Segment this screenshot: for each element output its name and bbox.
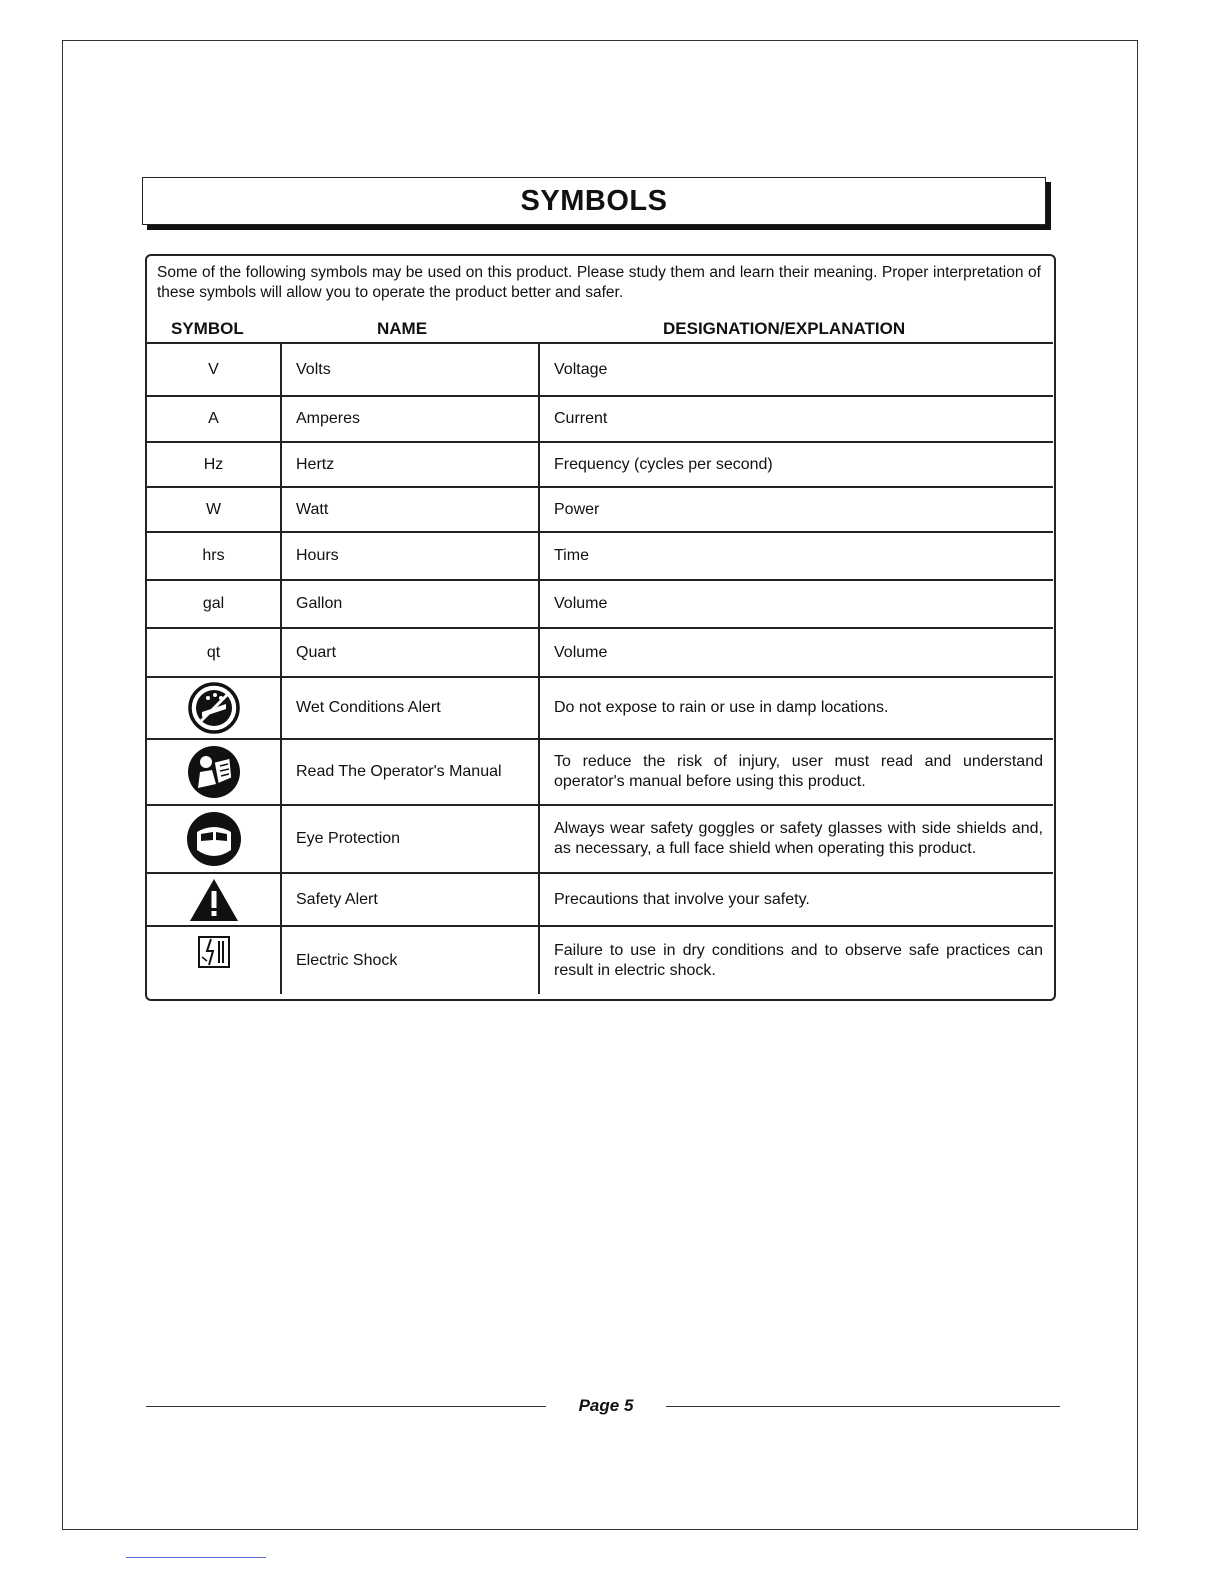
table-row: [147, 395, 1053, 441]
symbol-designation: Volume: [554, 595, 608, 612]
eye-protection-icon: [185, 810, 243, 868]
symbol-name: Hertz: [296, 455, 335, 473]
read-manual-icon: [186, 744, 242, 800]
electric-shock-icon: [197, 935, 231, 969]
bottom-edge-mark: [126, 1557, 266, 1558]
symbol-name: Watt: [296, 500, 329, 518]
symbol-designation: Power: [554, 500, 600, 518]
symbol-name: Hours: [296, 547, 339, 564]
symbol-text: V: [208, 360, 219, 378]
footer-rule-left: [146, 1406, 546, 1407]
symbol-designation: Time: [554, 547, 589, 564]
table-row: [147, 804, 1053, 872]
symbol-text: qt: [206, 643, 221, 661]
table-row: [147, 738, 1053, 804]
symbol-name: Electric Shock: [296, 951, 398, 969]
table-row: [147, 925, 1053, 994]
symbol-designation: Failure to use in dry conditions and to observe safe practices can result in electric shock.: [554, 941, 1043, 979]
symbols-table: [147, 342, 1053, 994]
symbols-panel: [145, 254, 1056, 1001]
symbol-name: Gallon: [296, 595, 343, 612]
title-box: [142, 177, 1046, 225]
symbol-designation: Do not expose to rain or use in damp locations.: [554, 699, 889, 716]
header-name: NAME: [377, 319, 428, 338]
header-symbol: SYMBOL: [171, 319, 244, 338]
symbol-designation: Volume: [554, 643, 608, 661]
symbol-text: Hz: [203, 455, 224, 473]
symbol-designation: Current: [554, 410, 608, 427]
symbol-designation: Frequency (cycles per second): [554, 455, 773, 473]
symbol-designation: Always wear safety goggles or safety glasses with side shields and, as necessary, a full face shield when operating this product.: [554, 820, 1043, 857]
symbol-text: W: [205, 500, 222, 518]
footer-rule-right: [666, 1406, 1060, 1407]
table-row: [147, 627, 1053, 676]
symbol-name: Quart: [296, 643, 337, 661]
table-row: [147, 441, 1053, 486]
header-designation: DESIGNATION/EXPLANATION: [663, 319, 906, 338]
intro-text: Some of the following symbols may be used on this product. Please study them and learn their meaning. Proper interpretation of these symbols will allow you to operate the product better and safer.: [157, 264, 1041, 301]
page-number: Page 5: [578, 1396, 634, 1415]
symbol-name: Safety Alert: [296, 890, 378, 908]
symbol-designation: To reduce the risk of injury, user must read and understand operator's manual before using this product.: [554, 753, 1043, 790]
symbol-text: gal: [202, 595, 225, 612]
symbol-text: hrs: [202, 547, 225, 564]
symbol-name: Read The Operator's Manual: [296, 763, 502, 780]
table-row: [147, 342, 1053, 395]
page-title: SYMBOLS: [520, 184, 668, 217]
symbol-name: Amperes: [296, 410, 361, 427]
symbol-designation: Voltage: [554, 360, 608, 378]
table-row: [147, 872, 1053, 925]
table-row: [147, 486, 1053, 531]
table-row: [147, 579, 1053, 627]
symbol-name: Volts: [296, 360, 331, 378]
symbol-designation: Precautions that involve your safety.: [554, 890, 810, 908]
symbol-name: Wet Conditions Alert: [296, 699, 441, 716]
symbol-name: Eye Protection: [296, 830, 401, 847]
safety-alert-icon: [188, 877, 240, 923]
symbol-text: A: [208, 410, 219, 427]
table-row: [147, 531, 1053, 579]
wet-conditions-icon: [188, 682, 240, 734]
table-row: [147, 676, 1053, 738]
